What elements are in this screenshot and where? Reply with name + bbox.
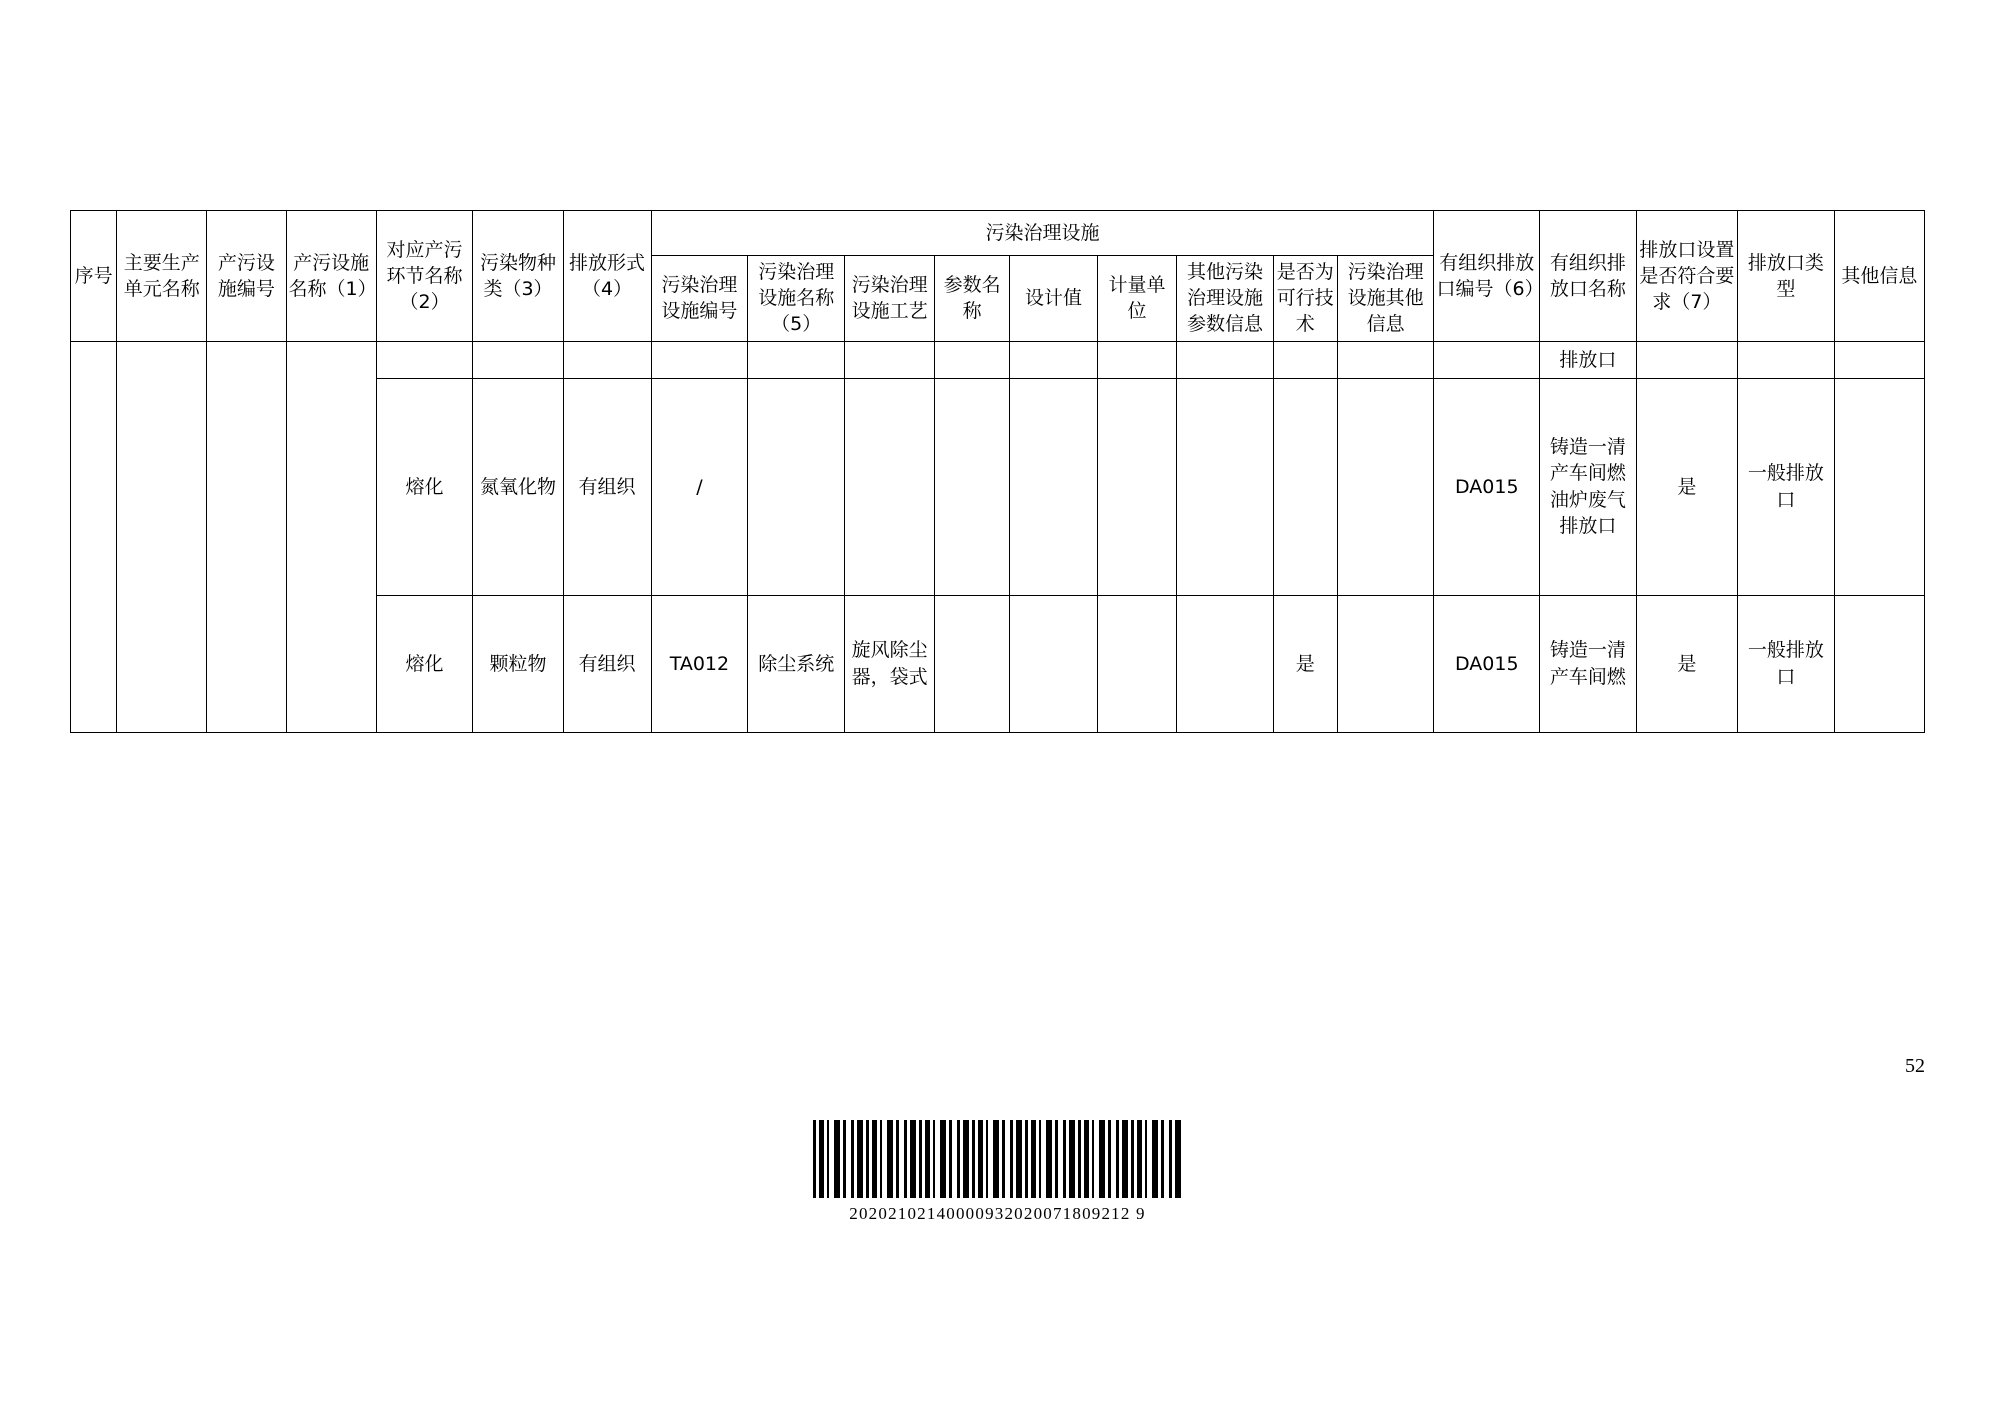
- cell-pollution-link: 熔化: [376, 378, 473, 595]
- cell-outlet-compliance: 是: [1636, 595, 1737, 732]
- col-header-index: 序号: [71, 211, 117, 342]
- cell-treatment-process: 旋风除尘器，袋式: [845, 595, 935, 732]
- cell-unit: [1097, 378, 1176, 595]
- cell-pollution-link: 熔化: [376, 595, 473, 732]
- cell-other-info: [1834, 341, 1924, 378]
- col-header-outlet-code: 有组织排放口编号（6）: [1434, 211, 1540, 342]
- barcode: [808, 1120, 1188, 1224]
- cell-emission-form: 有组织: [563, 378, 651, 595]
- cell-facility-name: [286, 341, 376, 732]
- cell-other-info: [1834, 378, 1924, 595]
- cell-other-param-info: [1177, 595, 1274, 732]
- cell-treatment-code: TA012: [651, 595, 748, 732]
- cell-outlet-name: 铸造一清产车间燃: [1540, 595, 1637, 732]
- cell-feasible-tech: 是: [1273, 595, 1337, 732]
- cell-treatment-name: [748, 341, 845, 378]
- cell-treatment-other-info: [1337, 595, 1434, 732]
- col-header-other-param-info: 其他污染治理设施参数信息: [1177, 256, 1274, 342]
- cell-outlet-code: [1434, 341, 1540, 378]
- cell-param-name: [935, 595, 1010, 732]
- cell-design-value: [1010, 341, 1098, 378]
- cell-outlet-code: DA015: [1434, 595, 1540, 732]
- cell-treatment-process: [845, 341, 935, 378]
- col-header-unit: 计量单位: [1097, 256, 1176, 342]
- cell-design-value: [1010, 378, 1098, 595]
- table-row: [71, 341, 1925, 378]
- cell-index: [71, 341, 117, 732]
- page-number: 52: [1905, 1055, 1925, 1077]
- col-header-emission-form: 排放形式（4）: [563, 211, 651, 342]
- col-header-facility-name: 产污设施名称（1）: [286, 211, 376, 342]
- table-header-group-row: [71, 211, 1925, 256]
- cell-design-value: [1010, 595, 1098, 732]
- cell-emission-form: 有组织: [563, 595, 651, 732]
- cell-outlet-type: 一般排放口: [1737, 595, 1834, 732]
- col-header-treatment-name: 污染治理设施名称（5）: [748, 256, 845, 342]
- col-header-pollution-link: 对应产污环节名称（2）: [376, 211, 473, 342]
- emission-table: [70, 210, 1925, 733]
- cell-facility-code: [207, 341, 286, 732]
- cell-other-info: [1834, 595, 1924, 732]
- cell-outlet-code: DA015: [1434, 378, 1540, 595]
- cell-outlet-name: 排放口: [1540, 341, 1637, 378]
- col-header-outlet-type: 排放口类型: [1737, 211, 1834, 342]
- col-header-treatment-process: 污染治理设施工艺: [845, 256, 935, 342]
- cell-pollutant-type: [473, 341, 563, 378]
- barcode-bars: [813, 1120, 1183, 1198]
- col-header-param-name: 参数名称: [935, 256, 1010, 342]
- cell-treatment-code: [651, 341, 748, 378]
- cell-treatment-process: [845, 378, 935, 595]
- cell-treatment-name: [748, 378, 845, 595]
- cell-treatment-other-info: [1337, 378, 1434, 595]
- col-header-outlet-compliance: 排放口设置是否符合要求（7）: [1636, 211, 1737, 342]
- table-body: [71, 341, 1925, 732]
- cell-outlet-compliance: 是: [1636, 378, 1737, 595]
- cell-unit: [1097, 595, 1176, 732]
- col-header-outlet-name: 有组织排放口名称: [1540, 211, 1637, 342]
- emission-table-wrapper: [70, 210, 1925, 733]
- col-header-feasible-tech: 是否为可行技术: [1273, 256, 1337, 342]
- cell-feasible-tech: [1273, 378, 1337, 595]
- col-header-facility-code: 产污设施编号: [207, 211, 286, 342]
- cell-treatment-name: 除尘系统: [748, 595, 845, 732]
- table-header: [71, 211, 1925, 342]
- cell-treatment-code: /: [651, 378, 748, 595]
- cell-pollutant-type: 氮氧化物: [473, 378, 563, 595]
- col-header-treatment-group: 污染治理设施: [651, 211, 1434, 256]
- cell-unit: [1097, 341, 1176, 378]
- col-header-treatment-other-info: 污染治理设施其他信息: [1337, 256, 1434, 342]
- cell-feasible-tech: [1273, 341, 1337, 378]
- cell-emission-form: [563, 341, 651, 378]
- cell-param-name: [935, 378, 1010, 595]
- col-header-design-value: 设计值: [1010, 256, 1098, 342]
- cell-pollutant-type: 颗粒物: [473, 595, 563, 732]
- col-header-other-info: 其他信息: [1834, 211, 1924, 342]
- cell-other-param-info: [1177, 341, 1274, 378]
- col-header-main-unit: 主要生产单元名称: [117, 211, 207, 342]
- cell-main-unit: [117, 341, 207, 732]
- cell-outlet-compliance: [1636, 341, 1737, 378]
- cell-outlet-name: 铸造一清产车间燃油炉废气排放口: [1540, 378, 1637, 595]
- barcode-number: 20202102140000932020071809212 9: [849, 1204, 1146, 1223]
- cell-treatment-other-info: [1337, 341, 1434, 378]
- col-header-treatment-code: 污染治理设施编号: [651, 256, 748, 342]
- cell-pollution-link: [376, 341, 473, 378]
- cell-other-param-info: [1177, 378, 1274, 595]
- cell-outlet-type: [1737, 341, 1834, 378]
- cell-param-name: [935, 341, 1010, 378]
- cell-outlet-type: 一般排放口: [1737, 378, 1834, 595]
- col-header-pollutant-type: 污染物种类（3）: [473, 211, 563, 342]
